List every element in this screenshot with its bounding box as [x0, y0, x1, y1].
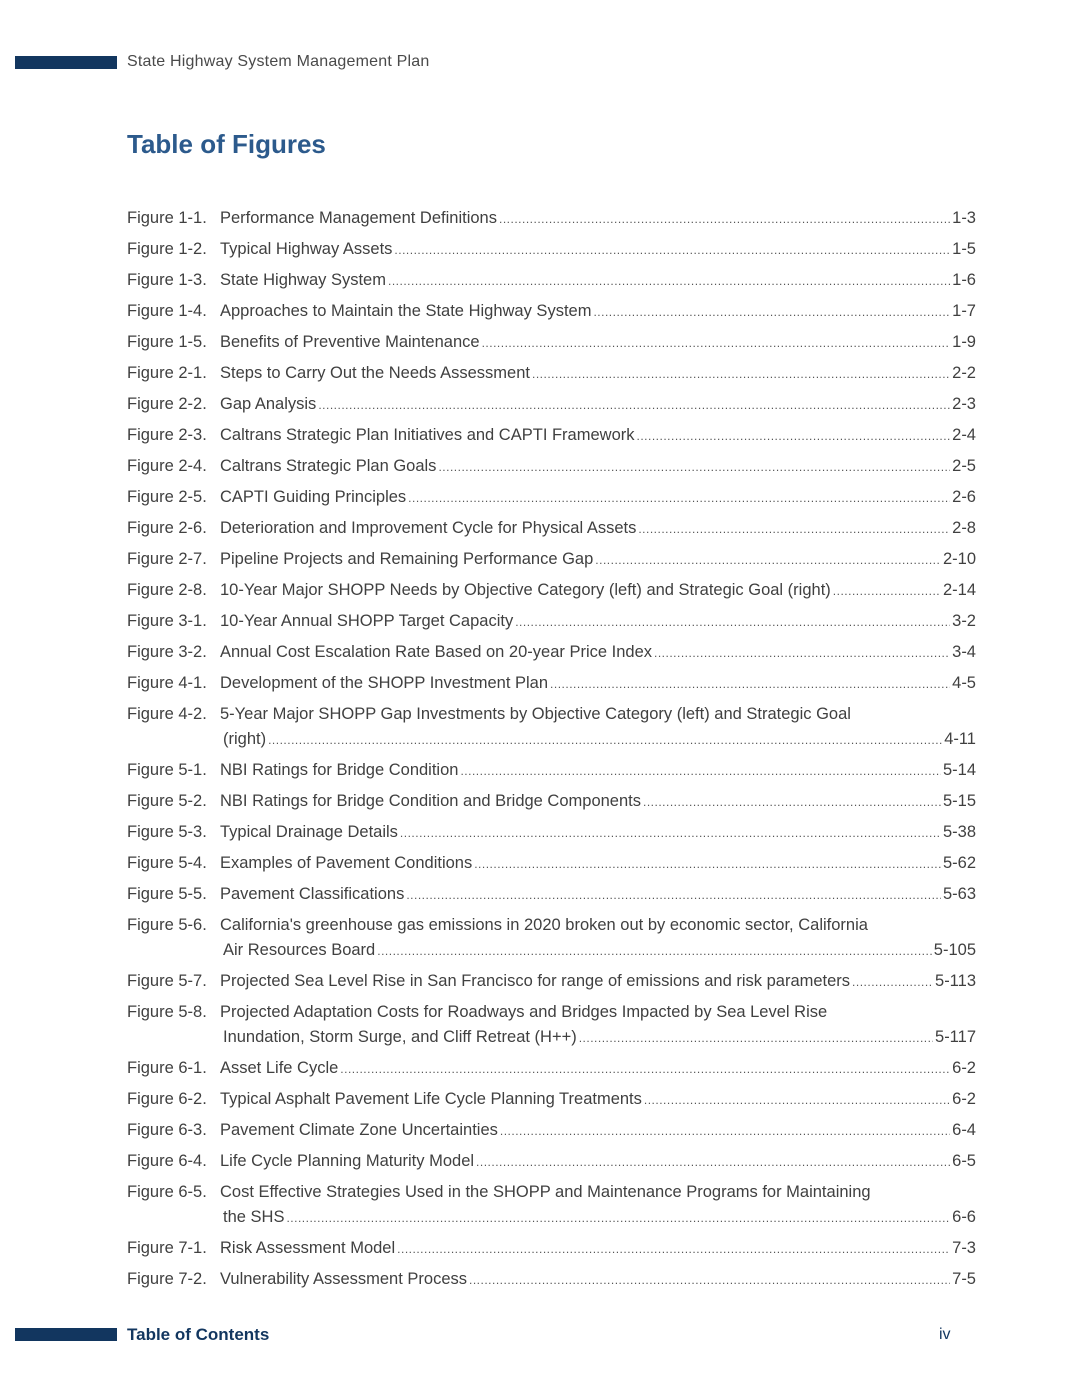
figure-label: Figure 2-4. [127, 457, 207, 475]
figure-label: Figure 5-4. [127, 854, 207, 872]
figure-page-number: 2-10 [942, 550, 976, 568]
figure-title: Pavement Climate Zone Uncertainties [220, 1121, 498, 1139]
figure-label: Figure 6-3. [127, 1121, 207, 1139]
figure-title: Risk Assessment Model [220, 1239, 396, 1257]
figure-title: Caltrans Strategic Plan Goals [220, 457, 437, 475]
dot-leader [397, 1237, 950, 1262]
figure-label: Figure 6-1. [127, 1059, 207, 1077]
dot-leader [394, 238, 950, 263]
dot-leader [377, 939, 932, 964]
figure-label: Figure 4-1. [127, 674, 207, 692]
footer-page-number: iv [939, 1326, 951, 1343]
page-title: Table of Figures [127, 129, 326, 159]
figure-page-number: 4-11 [944, 730, 976, 748]
figure-title-continued: the SHS [223, 1208, 285, 1226]
figure-title: Projected Sea Level Rise in San Francisco for range of emissions and risk parameters [220, 972, 851, 990]
figure-page-number: 2-6 [952, 488, 976, 506]
figure-page-number: 6-4 [952, 1121, 976, 1139]
figure-label: Figure 1-3. [127, 271, 207, 289]
figure-title: Benefits of Preventive Maintenance [220, 333, 480, 351]
figure-page-number: 1-9 [952, 333, 976, 351]
figure-label: Figure 1-4. [127, 302, 207, 320]
dot-leader [286, 1206, 950, 1231]
figure-label: Figure 2-8. [127, 581, 207, 599]
figure-page-number: 1-3 [952, 209, 976, 227]
toc-entry[interactable] [127, 1056, 976, 1082]
figure-title: Gap Analysis [220, 395, 317, 413]
toc-entry[interactable] [127, 485, 976, 511]
figure-label: Figure 2-7. [127, 550, 207, 568]
figure-label: Figure 7-1. [127, 1239, 207, 1257]
toc-entry[interactable] [127, 1180, 976, 1231]
dot-leader [833, 579, 941, 604]
figure-label: Figure 2-2. [127, 395, 207, 413]
toc-entry[interactable] [127, 1149, 976, 1175]
toc-entry[interactable] [127, 851, 976, 877]
toc-entry[interactable] [127, 547, 976, 573]
figure-page-number: 7-5 [952, 1270, 976, 1288]
table-of-figures-list [127, 206, 976, 1298]
figure-label: Figure 6-4. [127, 1152, 207, 1170]
dot-leader [482, 331, 951, 356]
figure-label: Figure 6-2. [127, 1090, 207, 1108]
figure-title: NBI Ratings for Bridge Condition [220, 761, 459, 779]
figure-label: Figure 3-2. [127, 643, 207, 661]
figure-label: Figure 5-7. [127, 972, 207, 990]
figure-page-number: 2-3 [952, 395, 976, 413]
figure-title: Development of the SHOPP Investment Plan [220, 674, 549, 692]
toc-entry[interactable] [127, 361, 976, 387]
toc-entry[interactable] [127, 516, 976, 542]
figure-label: Figure 1-2. [127, 240, 207, 258]
toc-entry[interactable] [127, 454, 976, 480]
figure-label: Figure 5-8. [127, 1003, 207, 1021]
figure-title: Deterioration and Improvement Cycle for Physical Assets [220, 519, 637, 537]
figure-page-number: 5-14 [942, 761, 976, 779]
figure-label: Figure 5-1. [127, 761, 207, 779]
figure-page-number: 5-15 [942, 792, 976, 810]
toc-entry[interactable] [127, 1267, 976, 1293]
document-header-title: State Highway System Management Plan [127, 53, 430, 70]
figure-page-number: 1-5 [952, 240, 976, 258]
dot-leader [579, 1026, 933, 1051]
figure-title: Steps to Carry Out the Needs Assessment [220, 364, 530, 382]
figure-label: Figure 2-5. [127, 488, 207, 506]
footer-section-title: Table of Contents [127, 1325, 270, 1344]
figure-title-continued: (right) [223, 730, 267, 748]
toc-entry[interactable] [127, 882, 976, 908]
figure-page-number: 1-7 [952, 302, 976, 320]
toc-entry[interactable] [127, 299, 976, 325]
figure-page-number: 2-14 [942, 581, 976, 599]
figure-title: Typical Asphalt Pavement Life Cycle Planning Treatments [220, 1090, 642, 1108]
figure-title: Life Cycle Planning Maturity Model [220, 1152, 475, 1170]
dot-leader [476, 1150, 950, 1175]
header-accent-bar [15, 56, 117, 69]
toc-entry[interactable] [127, 969, 976, 995]
figure-page-number: 2-8 [952, 519, 976, 537]
dot-leader [474, 852, 941, 877]
figure-title: Typical Highway Assets [220, 240, 393, 258]
figure-page-number: 5-113 [935, 972, 976, 990]
dot-leader [438, 455, 950, 480]
dot-leader [406, 883, 941, 908]
figure-page-number: 2-2 [952, 364, 976, 382]
toc-entry[interactable] [127, 392, 976, 418]
figure-label: Figure 5-2. [127, 792, 207, 810]
dot-leader [637, 424, 951, 449]
toc-entry[interactable] [127, 1087, 976, 1113]
toc-entry[interactable] [127, 1236, 976, 1262]
toc-entry[interactable] [127, 330, 976, 356]
toc-entry[interactable] [127, 578, 976, 604]
toc-entry[interactable] [127, 702, 976, 753]
figure-title-continued: Air Resources Board [223, 941, 376, 959]
figure-title: Pavement Classifications [220, 885, 405, 903]
toc-entry[interactable] [127, 913, 976, 964]
dot-leader [500, 1119, 950, 1144]
toc-entry[interactable] [127, 268, 976, 294]
figure-title: Performance Management Definitions [220, 209, 497, 227]
toc-entry[interactable] [127, 1118, 976, 1144]
dot-leader [654, 641, 950, 666]
toc-entry[interactable] [127, 640, 976, 666]
figure-page-number: 5-62 [942, 854, 976, 872]
dot-leader [318, 393, 950, 418]
dot-leader [515, 610, 950, 635]
dot-leader [408, 486, 950, 511]
toc-entry[interactable] [127, 206, 976, 232]
figure-page-number: 5-105 [933, 941, 976, 959]
dot-leader [499, 207, 950, 232]
figure-page-number: 2-5 [952, 457, 976, 475]
toc-entry[interactable] [127, 609, 976, 635]
figure-page-number: 7-3 [952, 1239, 976, 1257]
toc-entry[interactable] [127, 1000, 976, 1051]
figure-label: Figure 7-2. [127, 1270, 207, 1288]
dot-leader [400, 821, 941, 846]
toc-entry[interactable] [127, 423, 976, 449]
figure-label: Figure 1-1. [127, 209, 207, 227]
figure-title: Annual Cost Escalation Rate Based on 20-year Price Index [220, 643, 652, 661]
figure-label: Figure 6-5. [127, 1183, 207, 1201]
figure-label: Figure 3-1. [127, 612, 207, 630]
figure-label: Figure 1-5. [127, 333, 207, 351]
dot-leader [340, 1057, 950, 1082]
dot-leader [469, 1268, 950, 1293]
figure-title: Vulnerability Assessment Process [220, 1270, 467, 1288]
toc-entry[interactable] [127, 820, 976, 846]
dot-leader [460, 759, 941, 784]
figure-page-number: 4-5 [952, 674, 976, 692]
figure-page-number: 6-5 [952, 1152, 976, 1170]
figure-label: Figure 5-5. [127, 885, 207, 903]
figure-title: 5-Year Major SHOPP Gap Investments by Objective Category (left) and Strategic Goal [220, 705, 851, 723]
figure-title: Pipeline Projects and Remaining Performance Gap [220, 550, 594, 568]
figure-title: Projected Adaptation Costs for Roadways and Bridges Impacted by Sea Level Rise [220, 1003, 828, 1021]
figure-page-number: 1-6 [952, 271, 976, 289]
figure-label: Figure 5-6. [127, 916, 207, 934]
figure-title: State Highway System [220, 271, 386, 289]
figure-page-number: 5-117 [935, 1028, 976, 1046]
figure-page-number: 5-63 [942, 885, 976, 903]
figure-title: Approaches to Maintain the State Highway System [220, 302, 592, 320]
figure-page-number: 6-2 [952, 1059, 976, 1077]
dot-leader [268, 728, 942, 753]
footer-accent-bar [15, 1328, 117, 1341]
figure-page-number: 6-2 [952, 1090, 976, 1108]
figure-title: Examples of Pavement Conditions [220, 854, 473, 872]
dot-leader [638, 517, 950, 542]
figure-title: CAPTI Guiding Principles [220, 488, 407, 506]
figure-title-continued: Inundation, Storm Surge, and Cliff Retreat (H++) [223, 1028, 577, 1046]
figure-title: California's greenhouse gas emissions in 2020 broken out by economic sector, California [220, 916, 868, 934]
dot-leader [532, 362, 950, 387]
figure-label: Figure 5-3. [127, 823, 207, 841]
figure-page-number: 2-4 [952, 426, 976, 444]
toc-entry[interactable] [127, 758, 976, 784]
figure-title: Caltrans Strategic Plan Initiatives and CAPTI Framework [220, 426, 635, 444]
figure-title: 10-Year Major SHOPP Needs by Objective Category (left) and Strategic Goal (right) [220, 581, 831, 599]
figure-label: Figure 4-2. [127, 705, 207, 723]
figure-title: Cost Effective Strategies Used in the SHOPP and Maintenance Programs for Maintaining [220, 1183, 871, 1201]
figure-page-number: 5-38 [942, 823, 976, 841]
figure-title: 10-Year Annual SHOPP Target Capacity [220, 612, 514, 630]
toc-entry[interactable] [127, 237, 976, 263]
dot-leader [550, 672, 950, 697]
figure-title: Typical Drainage Details [220, 823, 398, 841]
figure-page-number: 3-4 [952, 643, 976, 661]
figure-page-number: 6-6 [952, 1208, 976, 1226]
figure-page-number: 3-2 [952, 612, 976, 630]
dot-leader [644, 1088, 950, 1113]
figure-label: Figure 2-3. [127, 426, 207, 444]
toc-entry[interactable] [127, 671, 976, 697]
figure-title: NBI Ratings for Bridge Condition and Bridge Components [220, 792, 641, 810]
toc-entry[interactable] [127, 789, 976, 815]
dot-leader [593, 300, 950, 325]
dot-leader [388, 269, 950, 294]
figure-title: Asset Life Cycle [220, 1059, 339, 1077]
dot-leader [643, 790, 941, 815]
figure-label: Figure 2-6. [127, 519, 207, 537]
dot-leader [852, 970, 933, 995]
figure-label: Figure 2-1. [127, 364, 207, 382]
dot-leader [595, 548, 941, 573]
